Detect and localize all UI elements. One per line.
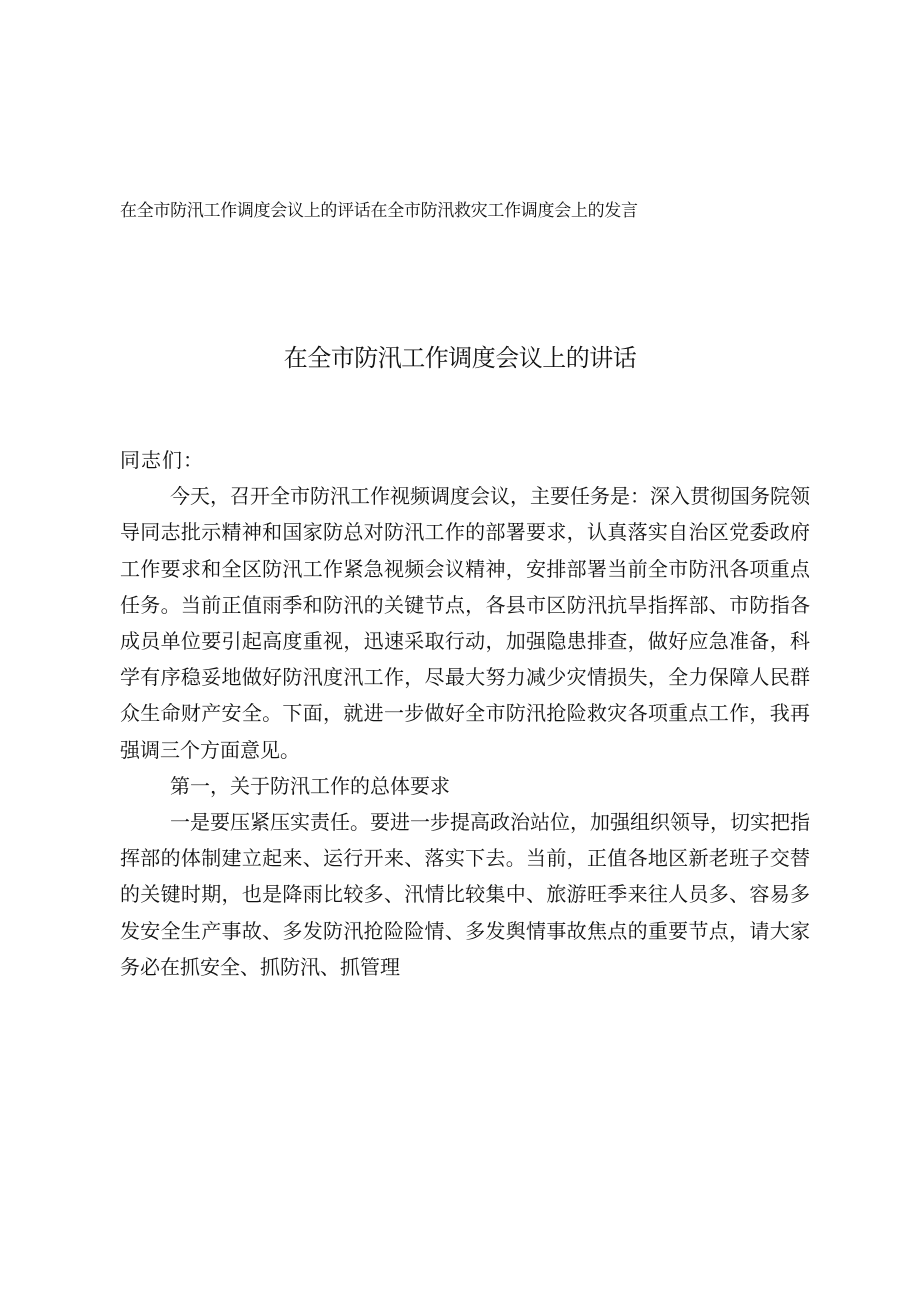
paragraph-responsibility: 一是要压紧压实责任。要进一步提高政治站位，加强组织领导，切实把指挥部的体制建立起来、运行开来、落实下去。当前，正值各地区新老班子交替的关键时期，也是降雨比较多、汛情比较集中、旅游旺季来往人员多、容易多发安全生产事故、多发防汛抢险险情、多发舆情事故焦点的重要节点，请大家务必在抓安全、抓防汛、抓管理 (120, 810, 810, 979)
salutation: 同志们： (120, 448, 204, 472)
paragraph-intro: 今天，召开全市防汛工作视频调度会议，主要任务是：深入贯彻国务院领导同志批示精神和国家防总对防汛工作的部署要求，认真落实自治区党委政府工作要求和全区防汛工作紧急视频会议精神，安排部署当前全市防汛各项重点任务。当前正值雨季和防汛的关键节点，各县市区防汛抗旱指挥部、市防指各成员单位要引起高度重视，迅速采取行动，加强隐患排查，做好应急准备，科学有序稳妥地做好防汛度汛工作，尽最大努力减少灾情损失，全力保障人民群众生命财产安全。下面，就进一步做好全市防汛抢险救灾各项重点工作，我再强调三个方面意见。 (120, 484, 810, 762)
document-heading: 在全市防汛工作调度会议上的评话在全市防汛救灾工作调度会上的发言 (120, 201, 638, 221)
section-heading-first: 第一，关于防汛工作的总体要求 (170, 773, 450, 798)
speech-body (120, 442, 810, 985)
speech-title: 在全市防汛工作调度会议上的讲话 (283, 344, 637, 372)
